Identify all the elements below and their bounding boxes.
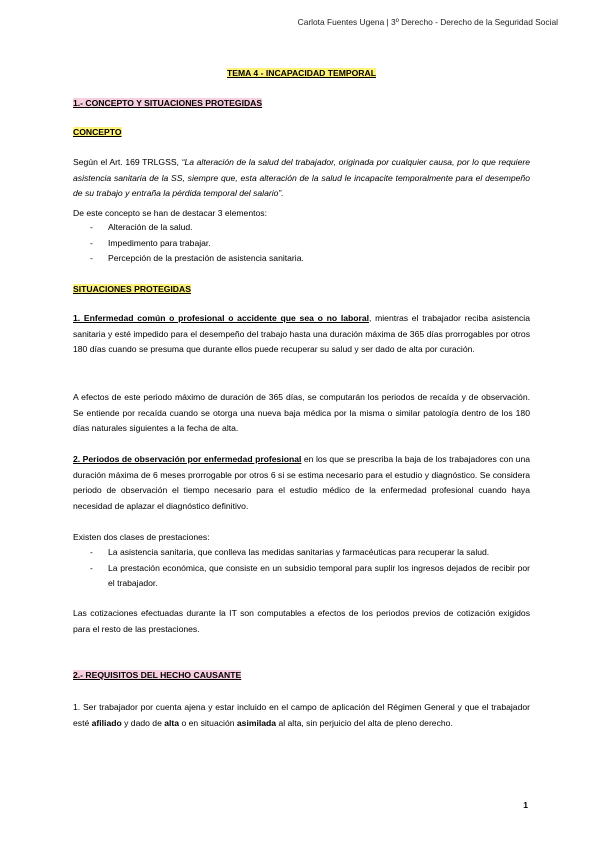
list-item: - La prestación económica, que consiste en un subsidio temporal para suplir los ingresos dejados de recibir por el trabajador. [73,561,530,592]
concepto-quote: “La alteración de la salud del trabajador, originada por cualquier causa, por lo que requiere asistencia sanitaria de la SS, siempre que, esta alteración de la salud le incapacite temporalmente para el desempeño de su trabajo y entraña la pérdida temporal del salario”. [73,157,530,198]
concepto-label [73,125,530,141]
paragraph-requisitos [73,700,530,731]
page-number: 1 [523,800,528,810]
list-item: - La asistencia sanitaria, que conlleva las medidas sanitarias y farmacéuticas para recuperar la salud. [73,545,530,561]
section-1-heading-text: 1.- CONCEPTO Y SITUACIONES PROTEGIDAS [73,98,263,108]
title-text: TEMA 4 - INCAPACIDAD TEMPORAL [227,68,376,78]
req-text-d: o en situación [179,717,237,728]
prestaciones-intro: Existen dos clases de prestaciones: [73,532,210,542]
document-title [73,66,530,82]
req-text-c: y dado de [121,717,165,728]
concepto-intro: Según el Art. 169 TRLGSS, [73,157,182,167]
elements-intro: De este concepto se han de destacar 3 elementos: [73,208,267,218]
list-item: - Percepción de la prestación de asistencia sanitaria. [73,251,530,267]
section-2-heading [73,668,530,684]
concepto-paragraph [73,155,530,202]
req-bold-asimilada: asimilada [236,717,277,728]
list-item: - Alteración de la salud. [73,220,530,236]
elements-list [73,220,530,267]
paragraph-enfermedad-bold: 1. Enfermedad común o profesional o accidente que sea o no laboral [73,313,369,323]
paragraph-enfermedad-rest: , mientras el trabajador reciba asistencia sanitaria y esté impedido para el desempeño del trabajo hasta una duración máxima de 365 días prorrogables por otros 180 días cuando se presuma que durante ellos puede recuperar su salud y ser dado de alta por curación. [73,313,530,354]
paragraph-cotizaciones: Las cotizaciones efectuadas durante la IT son computables a efectos de los periodos previos de cotización exigidos para el resto de las prestaciones. [73,608,530,634]
req-text-e: al alta, sin perjuicio del alta de pleno derecho. [276,717,453,728]
req-bold-afiliado: afiliado [91,717,122,728]
req-bold-alta: alta [164,717,180,728]
section-1-heading [73,96,530,112]
situaciones-label-text: SITUACIONES PROTEGIDAS [73,284,191,294]
section-2-heading-text: 2.- REQUISITOS DEL HECHO CAUSANTE [73,670,242,680]
req-text-a: 1. Ser trabajador por cuenta ajena y estar incluido en el campo de aplicación del Régimen General y que el trabajador esté [73,702,530,728]
prestaciones-list [73,545,530,592]
paragraph-observacion [73,452,530,514]
paragraph-observacion-rest: en los que se prescriba la baja de los trabajadores con una duración máxima de 6 meses prorrogable por otros 6 si se estima necesario para el estudio y diagnóstico. Se considera periodo de observación el tiempo necesario para el estudio médico de la enfermedad profesional cuando haya necesidad de aplazar el diagnóstico definitivo. [73,454,531,511]
running-header: Carlota Fuentes Ugena | 3º Derecho - Derecho de la Seguridad Social [297,17,558,27]
situaciones-label [73,282,530,298]
list-item: - Impedimento para trabajar. [73,236,530,252]
paragraph-enfermedad [73,311,530,358]
concepto-label-text: CONCEPTO [73,127,122,137]
paragraph-observacion-bold: 2. Periodos de observación por enfermedad profesional [73,454,302,464]
paragraph-recaida: A efectos de este periodo máximo de duración de 365 días, se computarán los periodos de recaída y de observación. Se entiende por recaída cuando se otorga una nueva baja médica por la misma o similar patología dentro de los 180 días naturales siguientes a la fecha de alta. [73,392,530,433]
